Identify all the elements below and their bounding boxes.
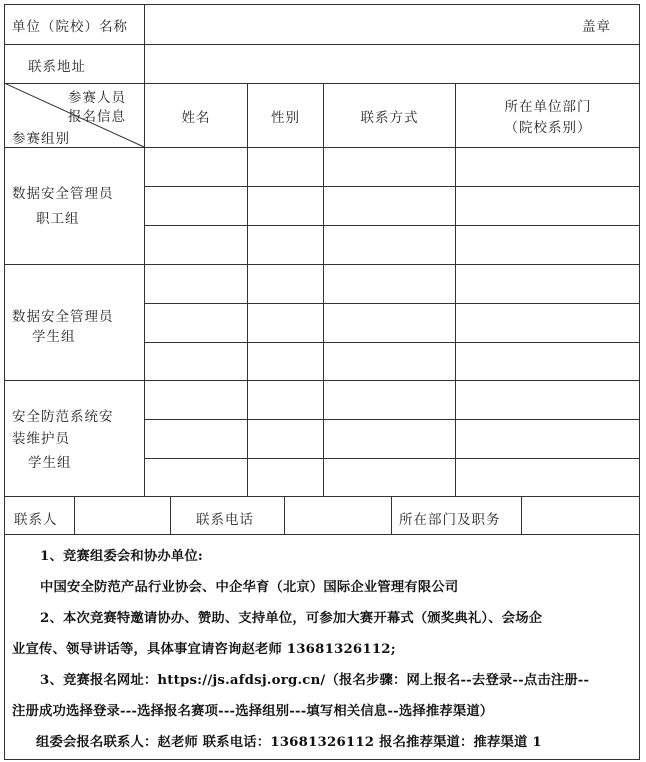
- dept-position-field[interactable]: [522, 497, 639, 534]
- contact-person-field[interactable]: [75, 497, 170, 534]
- org-name-field[interactable]: [145, 5, 575, 44]
- note-3-line-2: 注册成功选择登录---选择报名赛项---选择组别---填写相关信息--选择推荐渠道）: [12, 704, 494, 719]
- address-label: 联系地址: [28, 59, 86, 75]
- column-header-gender: 性别: [271, 110, 300, 126]
- group-label: 装维护员: [12, 431, 70, 447]
- corner-label-registration: 报名信息: [68, 109, 126, 125]
- contact-footer-line: 组委会报名联系人：赵老师 联系电话：13681326112 报名推荐渠道：推荐渠道 1: [36, 735, 542, 750]
- registration-form: [4, 4, 640, 760]
- seal-label: 盖章: [582, 19, 611, 35]
- org-label: 单位（院校）名称: [12, 19, 128, 35]
- address-field[interactable]: [145, 45, 639, 83]
- group-label: 职工组: [36, 211, 80, 227]
- column-header-name: 姓名: [181, 110, 211, 126]
- group-label: 数据安全管理员: [12, 186, 114, 202]
- group-label: 学生组: [28, 455, 72, 471]
- note-2-line-2: 业宣传、领导讲话等，具体事宜请咨询赵老师 13681326112;: [12, 642, 396, 657]
- column-header-dept-sub: （院校系别）: [504, 120, 592, 136]
- phone-label: 联系电话: [196, 512, 254, 528]
- group-label: 安全防范系统安: [12, 409, 114, 425]
- phone-field[interactable]: [285, 497, 391, 534]
- note-3-line-1: 3、竞赛报名网址：https://js.afdsj.org.cn/（报名步骤：网上报名--去登录--点击注册--: [40, 673, 590, 688]
- group-label: 学生组: [32, 329, 76, 345]
- column-header-contact: 联系方式: [360, 110, 419, 126]
- note-2-line-1: 2、本次竞赛特邀请协办、赞助、支持单位，可参加大赛开幕式（颁奖典礼）、会场企: [40, 611, 543, 626]
- corner-label-participants: 参赛人员: [68, 90, 126, 106]
- note-1-title: 1、竞赛组委会和协办单位:: [40, 549, 204, 564]
- dept-position-label: 所在部门及职务: [399, 512, 501, 528]
- contact-person-label: 联系人: [14, 512, 58, 528]
- corner-label-group: 参赛组别: [12, 131, 70, 147]
- column-header-dept: 所在单位部门: [504, 99, 592, 115]
- group-label: 数据安全管理员: [12, 309, 114, 325]
- note-1-body: 中国安全防范产品行业协会、中企华育（北京）国际企业管理有限公司: [40, 580, 459, 595]
